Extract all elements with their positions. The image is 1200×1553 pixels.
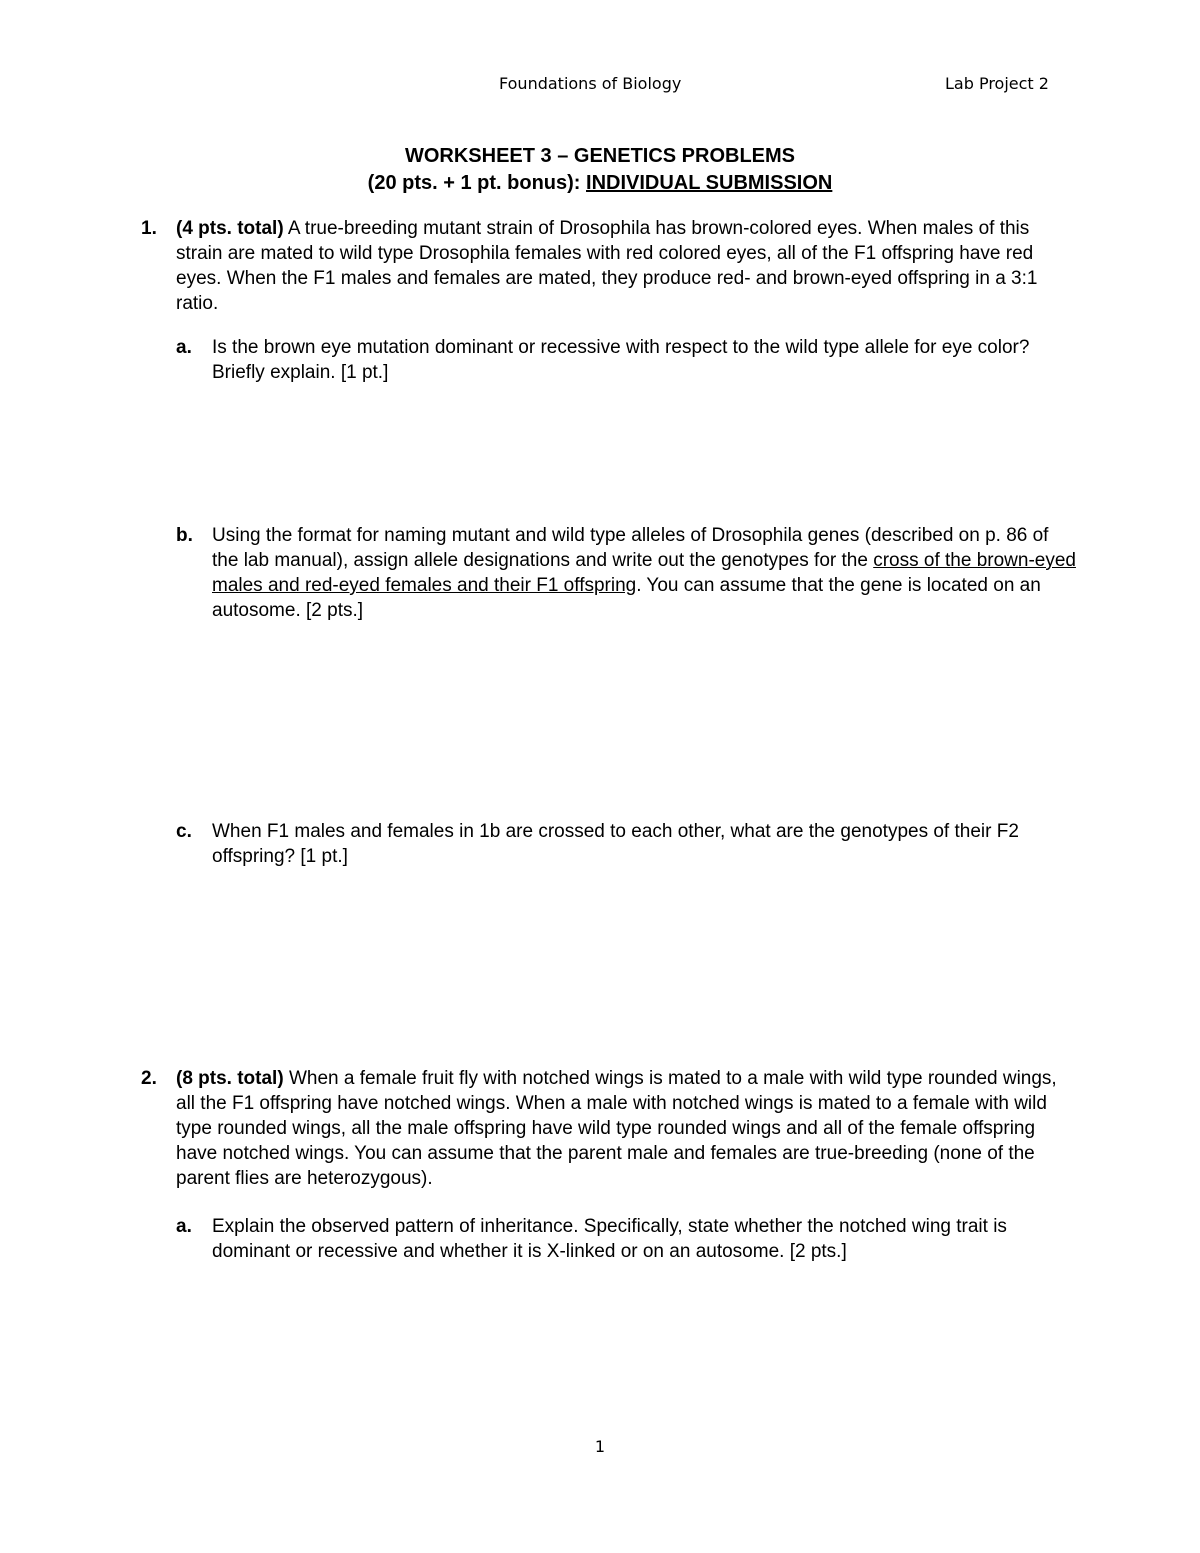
part-letter: a. (176, 337, 192, 358)
question-prompt: A true-breeding mutant strain of Drosophila has brown-colored eyes. When males of this strain are mated to wild type Drosophila females with red colored eyes, all of the F1 offspring have red eyes. When the F1 males and females are mated, they produce red- and brown-eyed offspring in a 3:1 ratio. (176, 218, 1038, 314)
question-1 (141, 216, 1071, 316)
part-text-underlined: cross of the brown-eyed males and red-eyed females and their F1 offspring (212, 550, 1076, 596)
question-1c (176, 819, 1076, 869)
page-number: 1 (594, 1437, 606, 1456)
question-prompt: When a female fruit fly with notched wings is mated to a male with wild type rounded wings, all the F1 offspring have notched wings. When a male with notched wings is mated to a female with wild type rounded wings, all the male offspring have wild type rounded wings and all of the female offspring have notched wings. You can assume that the parent male and females are true-breeding (none of the parent flies are heterozygous). (176, 1068, 1057, 1189)
part-text-after: . You can assume that the gene is located on an autosome. [2 pts.] (212, 575, 1041, 621)
question-number: 2. (141, 1068, 157, 1089)
course-title: Foundations of Biology (499, 74, 682, 93)
part-letter: c. (176, 821, 192, 842)
part-text: When F1 males and females in 1b are crossed to each other, what are the genotypes of their F2 offspring? [1 pt.] (212, 821, 1019, 867)
question-2a (176, 1214, 1076, 1264)
question-text (176, 216, 1071, 316)
question-points: (4 pts. total) (176, 218, 284, 239)
worksheet-title (0, 143, 1200, 197)
part-text: Is the brown eye mutation dominant or recessive with respect to the wild type allele for eye color? Briefly explain. [1 pt.] (212, 337, 1030, 383)
part-letter: a. (176, 1216, 192, 1237)
lab-project-label: Lab Project 2 (945, 74, 1049, 93)
question-points: (8 pts. total) (176, 1068, 284, 1089)
part-text: Explain the observed pattern of inheritance. Specifically, state whether the notched wing trait is dominant or recessive and whether it is X-linked or on an autosome. [2 pts.] (212, 1216, 1007, 1262)
title-submission-type: INDIVIDUAL SUBMISSION (586, 172, 833, 194)
part-text-before: Using the format for naming mutant and wild type alleles of Drosophila genes (described on p. 86 of the lab manual), assign allele designations and write out the genotypes for the (212, 525, 1049, 571)
part-text (212, 523, 1076, 623)
title-line-1: WORKSHEET 3 – GENETICS PROBLEMS (404, 145, 796, 167)
part-letter: b. (176, 525, 193, 546)
question-number: 1. (141, 218, 157, 239)
page-header (0, 74, 1200, 100)
question-1a (176, 335, 1076, 385)
title-points: (20 pts. + 1 pt. bonus): (367, 172, 587, 194)
question-text (176, 1066, 1071, 1191)
question-1b (176, 523, 1076, 623)
question-2 (141, 1066, 1071, 1191)
title-line-2 (0, 170, 1200, 197)
